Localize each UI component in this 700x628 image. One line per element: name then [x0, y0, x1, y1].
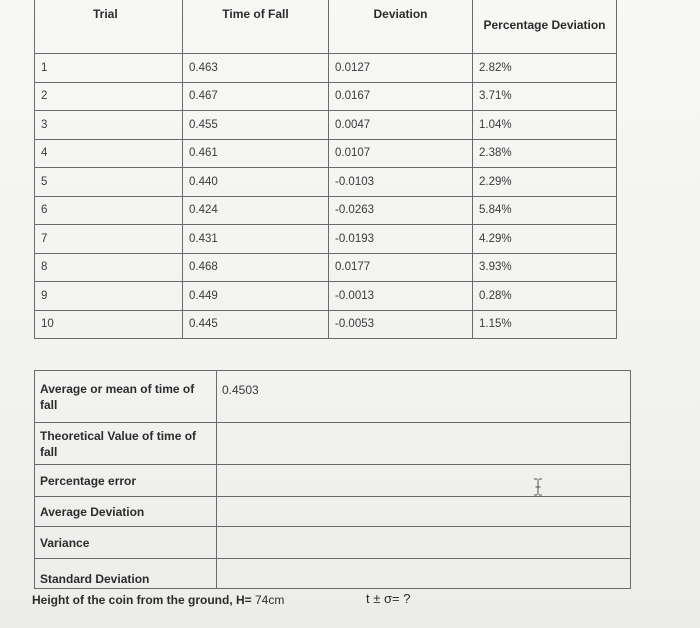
std-dev-label: Standard Deviation — [35, 559, 217, 589]
trial-row — [35, 225, 617, 254]
height-label: Height of the coin from the ground, H= — [32, 593, 252, 607]
summary-row-average-deviation — [35, 497, 631, 527]
time-of-fall-cell[interactable]: 0.445 — [183, 310, 329, 339]
theoretical-label: Theoretical Value of time of fall — [35, 423, 217, 465]
std-dev-value[interactable] — [217, 559, 631, 589]
trial-number-cell[interactable]: 2 — [35, 82, 183, 111]
time-of-fall-cell[interactable]: 0.461 — [183, 139, 329, 168]
summary-row-mean — [35, 371, 631, 423]
trial-row — [35, 196, 617, 225]
mean-value[interactable]: 0.4503 — [217, 371, 631, 423]
trial-row — [35, 168, 617, 197]
deviation-cell[interactable]: 0.0177 — [329, 253, 473, 282]
time-of-fall-cell[interactable]: 0.440 — [183, 168, 329, 197]
time-of-fall-cell[interactable]: 0.467 — [183, 82, 329, 111]
variance-value[interactable] — [217, 527, 631, 559]
percentage-deviation-cell[interactable]: 5.84% — [473, 196, 617, 225]
deviation-cell[interactable]: 0.0167 — [329, 82, 473, 111]
percentage-error-value[interactable] — [217, 465, 631, 497]
text-cursor-icon — [533, 478, 543, 496]
deviation-cell[interactable]: -0.0013 — [329, 282, 473, 311]
percentage-deviation-cell[interactable]: 3.71% — [473, 82, 617, 111]
trial-row — [35, 253, 617, 282]
average-deviation-value[interactable] — [217, 497, 631, 527]
deviation-cell[interactable]: -0.0053 — [329, 310, 473, 339]
summary-row-std-dev — [35, 559, 631, 589]
trial-data-table — [34, 0, 617, 339]
deviation-cell[interactable]: 0.0047 — [329, 111, 473, 140]
deviation-cell[interactable]: 0.0107 — [329, 139, 473, 168]
percentage-deviation-cell[interactable]: 2.82% — [473, 54, 617, 83]
time-of-fall-cell[interactable]: 0.468 — [183, 253, 329, 282]
trial-number-cell[interactable]: 9 — [35, 282, 183, 311]
deviation-cell[interactable]: -0.0193 — [329, 225, 473, 254]
deviation-cell[interactable]: -0.0103 — [329, 168, 473, 197]
trial-row — [35, 139, 617, 168]
trial-number-cell[interactable]: 10 — [35, 310, 183, 339]
header-time-of-fall: Time of Fall — [183, 0, 329, 54]
trial-row — [35, 111, 617, 140]
formula-text: t ± σ= ? — [366, 591, 411, 606]
trial-table-header-row — [35, 0, 617, 54]
time-of-fall-cell[interactable]: 0.455 — [183, 111, 329, 140]
percentage-deviation-cell[interactable]: 1.15% — [473, 310, 617, 339]
percentage-deviation-cell[interactable]: 1.04% — [473, 111, 617, 140]
percentage-deviation-cell[interactable]: 0.28% — [473, 282, 617, 311]
trial-number-cell[interactable]: 1 — [35, 54, 183, 83]
trial-number-cell[interactable]: 8 — [35, 253, 183, 282]
percentage-deviation-cell[interactable]: 3.93% — [473, 253, 617, 282]
mean-label: Average or mean of time of fall — [35, 371, 217, 423]
summary-row-variance — [35, 527, 631, 559]
trial-number-cell[interactable]: 7 — [35, 225, 183, 254]
summary-row-theoretical — [35, 423, 631, 465]
time-of-fall-cell[interactable]: 0.424 — [183, 196, 329, 225]
percentage-deviation-cell[interactable]: 2.38% — [473, 139, 617, 168]
variance-label: Variance — [35, 527, 217, 559]
percentage-deviation-cell[interactable]: 4.29% — [473, 225, 617, 254]
trial-row — [35, 282, 617, 311]
header-trial: Trial — [35, 0, 183, 54]
height-value: 74cm — [255, 593, 285, 607]
trial-row — [35, 82, 617, 111]
theoretical-value[interactable] — [217, 423, 631, 465]
trial-number-cell[interactable]: 3 — [35, 111, 183, 140]
trial-number-cell[interactable]: 6 — [35, 196, 183, 225]
percentage-error-label: Percentage error — [35, 465, 217, 497]
trial-number-cell[interactable]: 5 — [35, 168, 183, 197]
deviation-cell[interactable]: -0.0263 — [329, 196, 473, 225]
header-percentage-deviation: Percentage Deviation — [473, 0, 617, 54]
time-of-fall-cell[interactable]: 0.431 — [183, 225, 329, 254]
percentage-deviation-cell[interactable]: 2.29% — [473, 168, 617, 197]
trial-row — [35, 310, 617, 339]
deviation-cell[interactable]: 0.0127 — [329, 54, 473, 83]
time-of-fall-cell[interactable]: 0.449 — [183, 282, 329, 311]
header-deviation: Deviation — [329, 0, 473, 54]
trial-number-cell[interactable]: 4 — [35, 139, 183, 168]
average-deviation-label: Average Deviation — [35, 497, 217, 527]
time-of-fall-cell[interactable]: 0.463 — [183, 54, 329, 83]
trial-row — [35, 54, 617, 83]
height-note — [32, 593, 284, 607]
